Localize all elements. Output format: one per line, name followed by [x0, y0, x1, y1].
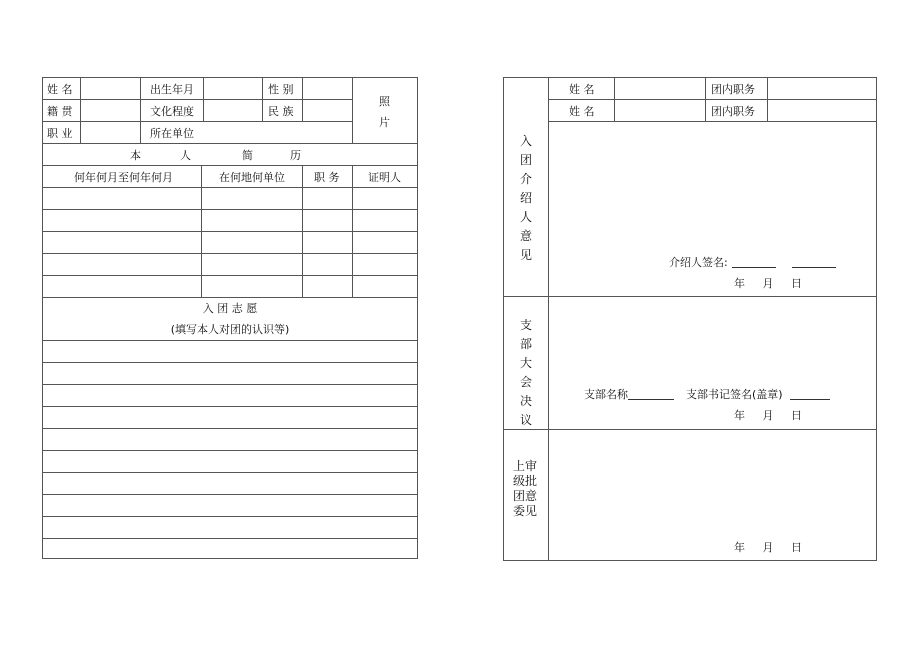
row-divider	[42, 362, 418, 363]
col-divider	[203, 77, 204, 121]
col-divider	[80, 77, 81, 143]
branch-resolution-label: 支部大会决议	[519, 318, 532, 427]
resume-header-unit: 在何地何单位	[219, 171, 285, 184]
photo-label-2: 片	[379, 116, 390, 129]
row-divider	[42, 297, 418, 298]
row-divider	[42, 538, 418, 539]
row-divider	[42, 187, 418, 188]
row-divider	[42, 209, 418, 210]
row-divider	[42, 121, 352, 122]
resume-header-period: 何年何月至何年何月	[74, 171, 173, 184]
introducer-position-label: 团内职务	[711, 83, 755, 96]
upper-approval-label-2: 级批	[513, 474, 538, 488]
col-divider	[352, 165, 353, 297]
upper-approval-label-1: 上审	[513, 459, 538, 473]
row-divider	[42, 340, 418, 341]
row-divider	[42, 231, 418, 232]
col-divider	[140, 77, 141, 143]
resume-title-char: 人	[180, 149, 191, 162]
col-divider	[548, 77, 549, 561]
signature-line	[792, 255, 836, 268]
resume-title-char: 本	[130, 149, 141, 162]
row-divider	[42, 450, 418, 451]
resume-title-char: 简	[242, 149, 253, 162]
introducer-name-label-2: 姓 名	[569, 105, 595, 118]
resume-header-position: 职 务	[314, 171, 340, 184]
col-divider	[302, 165, 303, 297]
row-divider	[42, 275, 418, 276]
col-divider	[767, 77, 768, 121]
wish-subtitle: (填写本人对团的认识等)	[170, 323, 290, 336]
branch-name-label: 支部名称	[584, 388, 628, 401]
row-divider	[548, 99, 877, 100]
birth-label: 出生年月	[150, 83, 194, 96]
introducer-opinion-label: 入团介绍人意见	[519, 134, 532, 262]
signature-line	[732, 255, 776, 268]
education-label: 文化程度	[150, 105, 194, 118]
native-place-label: 籍 贯	[47, 105, 73, 118]
introducer-position-label-2: 团内职务	[711, 105, 755, 118]
col-divider	[705, 77, 706, 121]
resume-header-reference: 证明人	[368, 171, 401, 184]
ethnicity-label: 民 族	[268, 105, 294, 118]
row-divider	[42, 253, 418, 254]
upper-approval-label-4: 委见	[513, 504, 538, 518]
name-label: 姓 名	[47, 83, 73, 96]
upper-approval-date: 年 月 日	[734, 541, 802, 554]
photo-label-1: 照	[379, 95, 390, 108]
row-divider	[42, 428, 418, 429]
row-divider	[42, 99, 352, 100]
gender-label: 性 别	[268, 83, 294, 96]
col-divider	[302, 77, 303, 121]
section-divider	[503, 429, 877, 430]
row-divider	[548, 121, 877, 122]
upper-approval-label-3: 团意	[513, 489, 538, 503]
wish-title: 入 团 志 愿	[202, 302, 258, 315]
row-divider	[42, 472, 418, 473]
row-divider	[42, 143, 418, 144]
occupation-label: 职 业	[47, 127, 73, 140]
branch-date: 年 月 日	[734, 409, 802, 422]
resume-title-char: 历	[290, 149, 301, 162]
col-divider	[352, 77, 353, 143]
branch-name-line	[628, 387, 674, 400]
workplace-label: 所在单位	[150, 127, 194, 140]
introducer-name-label: 姓 名	[569, 83, 595, 96]
introducer-sign-label: 介绍人签名:	[669, 256, 728, 269]
row-divider	[42, 165, 418, 166]
section-divider	[503, 296, 877, 297]
right-form-border	[503, 77, 877, 561]
secretary-sign-line	[790, 387, 830, 400]
col-divider	[262, 77, 263, 121]
row-divider	[42, 384, 418, 385]
col-divider	[614, 77, 615, 121]
left-form-border	[42, 77, 418, 559]
secretary-sign-label: 支部书记签名(盖章)	[686, 388, 783, 401]
introducer-date: 年 月 日	[734, 277, 802, 290]
row-divider	[42, 406, 418, 407]
row-divider	[42, 494, 418, 495]
col-divider	[201, 165, 202, 297]
row-divider	[42, 516, 418, 517]
